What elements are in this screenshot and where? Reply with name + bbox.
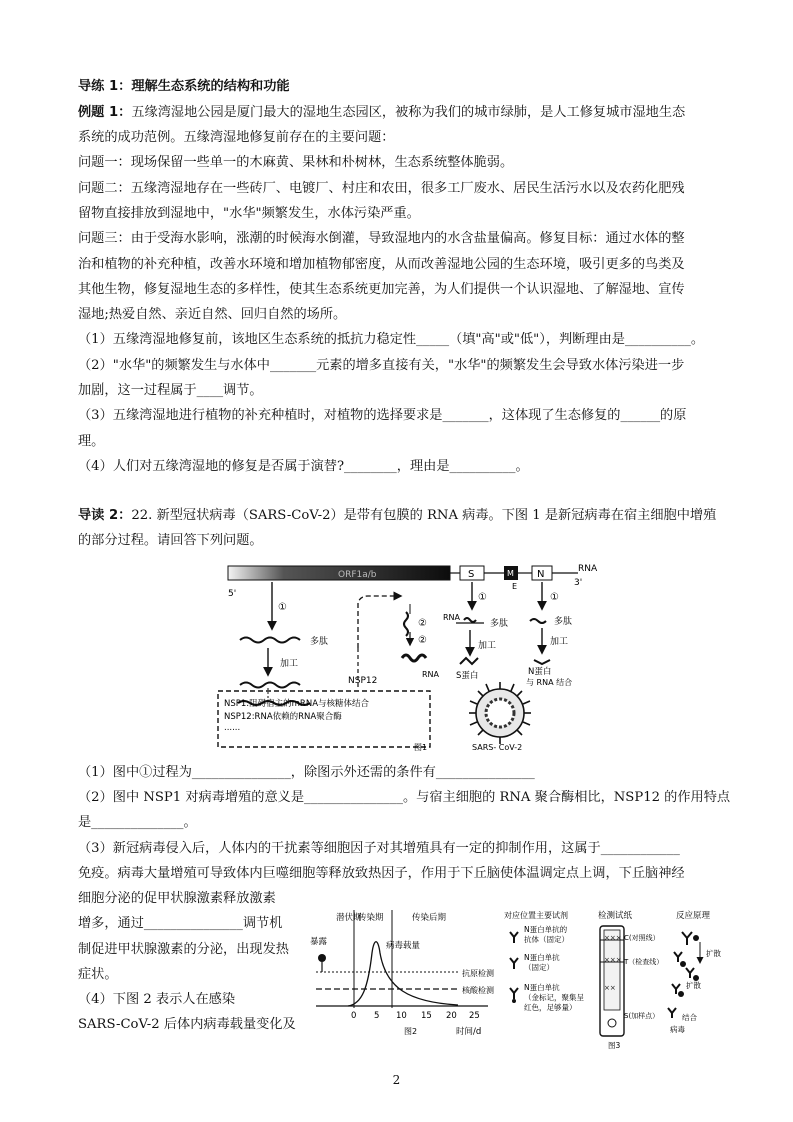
svg-text:××: ×× <box>604 984 616 992</box>
gene-e: E <box>512 582 518 591</box>
fig3-header-principle: 反应原理 <box>676 911 711 921</box>
control-line-label: C(对照线） <box>624 934 660 942</box>
figure3-antigen-test <box>500 906 730 1056</box>
reagent3-c: 红色，足够量） <box>524 1003 577 1012</box>
reagent3-b: （金标记，聚集呈 <box>524 993 584 1002</box>
phase-incubation: 潜伏期 <box>336 913 362 923</box>
principle-antibodies <box>668 932 694 1018</box>
question1-4: （4）人们对五缘湾湿地的修复是否属于演替?________，理由是__________。 <box>78 459 529 474</box>
fig3-header-reagent: 对应位置主要试剂 <box>504 911 568 920</box>
bind-label: 结合 <box>682 1013 697 1022</box>
tick-5: 5 <box>374 1011 380 1021</box>
section2-intro-line2: 的部分过程。请回答下列问题。 <box>78 533 263 548</box>
sample-point-label: S(加样点） <box>624 1012 660 1020</box>
step2-b: ② <box>418 635 427 646</box>
question1-1: （1）五缘湾湿地修复前，该地区生态系统的抵抗力稳定性_____（填"高"或"低"），判断理由是__________。 <box>78 332 705 347</box>
gene-s: S <box>468 569 475 580</box>
question1-3-line2: 理。 <box>78 434 105 449</box>
rna-product: RNA <box>422 670 440 679</box>
figure1-caption: 图1 <box>414 743 428 752</box>
five-prime: 5' <box>228 589 237 599</box>
process-n: 加工 <box>550 637 569 647</box>
test-line-label: T（检查线） <box>624 958 664 966</box>
example1-text: 五缘湾湿地公园是厦门最大的湿地生态园区，被称为我们的城市绿肺，是人工修复城市湿地生态 <box>131 105 686 120</box>
peptide-left: 多肽 <box>310 637 329 647</box>
figure2-caption: 图2 <box>404 1027 418 1036</box>
problem2-line2: 留物直接排放到湿地中，"水华"频繁发生，水体污染严重。 <box>78 206 420 221</box>
question2-3-line4: 增多，通过_______________调节机 <box>78 916 283 931</box>
question1-2-line1: （2）"水华"的频繁发生与水体中_______元素的增多直接有关，"水华"的频繁发生会导致水体污染进一步 <box>78 358 685 373</box>
problem2-line1: 问题二：五缘湾湿地存在一些砖厂、电镀厂、村庄和农田，很多工厂废水、居民生活污水以及农药化肥残 <box>78 181 685 196</box>
problem3-line2: 治和植物的补充种植，改善水环境和增加植物郁密度，从而改善湿地公园的生态环境，吸引更多的鸟类及 <box>78 257 685 272</box>
reagent2-a: N蛋白单抗 <box>524 953 560 962</box>
problem3-line1: 问题三：由于受海水影响，涨潮的时候海水倒灌，导致湿地内的水含盐量偏高。修复目标：通过水体的整 <box>78 231 685 246</box>
reagent2-b: （固定） <box>524 963 554 972</box>
box-nsp1: NSP1:阻碍宿主的mRNA与核糖体结合 <box>224 699 370 709</box>
sars-cov-2-particle <box>469 682 531 744</box>
n-protein: N蛋白 <box>528 667 552 677</box>
x-axis-label: 时间/d <box>456 1027 482 1037</box>
tick-25: 25 <box>469 1011 480 1021</box>
process-left: 加工 <box>280 659 299 669</box>
diffuse-label-2: 扩散 <box>686 981 701 990</box>
example1-label: 例题 1： <box>78 105 132 120</box>
process-s: 加工 <box>478 641 497 651</box>
question2-4-line2: SARS-CoV-2 后体内病毒载量变化及 <box>78 1017 296 1032</box>
antigen-line-label: 抗原检测 <box>462 969 494 978</box>
svg-text:×××: ××× <box>604 934 622 942</box>
peptide-s: 多肽 <box>490 619 509 629</box>
question2-2-line1: （2）图中 NSP1 对病毒增殖的意义是_______________。与宿主细胞的 RNA 聚合酶相比，NSP12 的作用特点 <box>78 790 731 805</box>
step1-left: ① <box>278 602 287 613</box>
figure3-caption: 图3 <box>608 1041 621 1050</box>
question2-2-line2: 是______________。 <box>78 815 197 830</box>
tick-0: 0 <box>351 1011 357 1021</box>
figure1-virus-replication <box>210 558 610 758</box>
three-prime: 3' <box>574 578 583 588</box>
reagent3-a: N蛋白单抗 <box>524 983 560 992</box>
x-ticks <box>351 1011 480 1021</box>
phase-infectious: 传染期 <box>358 913 384 923</box>
section2-intro-line1 <box>78 507 716 525</box>
problem3-line4: 湿地;热爱自然、亲近自然、回归自然的场所。 <box>78 307 347 322</box>
section1-heading: 导练 1：理解生态系统的结构和功能 <box>78 79 290 94</box>
question2-4-line1: （4）下图 2 表示人在感染 <box>78 992 236 1007</box>
page-number: 2 <box>392 1073 401 1087</box>
gene-m: M <box>507 569 514 578</box>
virus-label: 病毒 <box>670 1025 685 1034</box>
sars-label: SARS- CoV-2 <box>472 743 523 752</box>
question1-2-line2: 加剧，这一过程属于____调节。 <box>78 383 263 398</box>
orf-label: ORF1a/b <box>338 570 377 580</box>
fig3-header-strip: 检测试纸 <box>598 911 633 921</box>
question2-3-line6: 症状。 <box>78 967 118 982</box>
question2-1: （1）图中①过程为_______________，除图示外还需的条件有_______________ <box>78 765 535 780</box>
nsp12-label: NSP12 <box>348 676 378 686</box>
reagent1-b: 抗体（固定） <box>524 935 569 944</box>
problem3-line3: 其他生物，修复湿地生态的多样性，使其生态系统更加完善，为人们提供一个认识湿地、了解湿地、宣传 <box>78 282 685 297</box>
nucleic-line-label: 核酸检测 <box>462 986 494 995</box>
box-nsp12: NSP12:RNA依赖的RNA聚合酶 <box>224 712 342 722</box>
rna-end-label: RNA <box>578 564 598 574</box>
tick-20: 20 <box>446 1011 457 1021</box>
question2-3-line3: 细胞分泌的促甲状腺激素释放激素 <box>78 891 276 906</box>
figure2-viral-load <box>308 908 498 1048</box>
section2-heading: 导读 2： <box>78 508 132 523</box>
step1-n: ① <box>550 592 559 603</box>
step2-a: ② <box>418 618 427 629</box>
section2-intro: 22. 新型冠状病毒（SARS-CoV-2）是带有包膜的 RNA 病毒。下图 1 是新冠病毒在宿主细胞中增殖 <box>131 508 717 523</box>
diffuse-label-1: 扩散 <box>706 949 721 958</box>
question2-3-line5: 制促进甲状腺激素的分泌，出现发热 <box>78 942 289 957</box>
n-protein-bind: 与 RNA 结合 <box>526 678 573 687</box>
question1-3-line1: （3）五缘湾湿地进行植物的补充种植时，对植物的选择要求是_______，这体现了生态修复的______的原 <box>78 408 687 423</box>
problem1: 问题一：现场保留一些单一的木麻黄、果林和朴树林，生态系统整体脆弱。 <box>78 155 514 170</box>
s-protein: S蛋白 <box>456 671 479 681</box>
phase-late: 传染后期 <box>412 913 447 923</box>
tick-15: 15 <box>421 1011 432 1021</box>
example1-line1 <box>78 104 685 122</box>
step1-s: ① <box>478 592 487 603</box>
example1-line2: 系统的成功范例。五缘湾湿地修复前存在的主要问题： <box>78 130 395 145</box>
gene-n: N <box>537 569 545 580</box>
rna-s: RNA <box>443 613 461 622</box>
svg-text:×××: ××× <box>604 956 622 964</box>
peptide-n: 多肽 <box>554 617 573 627</box>
exposure-label: 暴露 <box>310 937 328 947</box>
tick-10: 10 <box>396 1011 407 1021</box>
question2-3-line2: 免疫。病毒大量增殖可导致体内巨噬细胞等释放致热因子，作用于下丘脑使体温调定点上调，下丘脑神经 <box>78 866 685 881</box>
reagent1-a: N蛋白单抗的 <box>524 925 568 934</box>
box-more: ...... <box>224 723 241 733</box>
viral-load-label: 病毒载量 <box>386 941 421 951</box>
question2-3-line1: （3）新冠病毒侵入后，人体内的干扰素等细胞因子对其增殖具有一定的抑制作用，这属于____________ <box>78 841 680 856</box>
